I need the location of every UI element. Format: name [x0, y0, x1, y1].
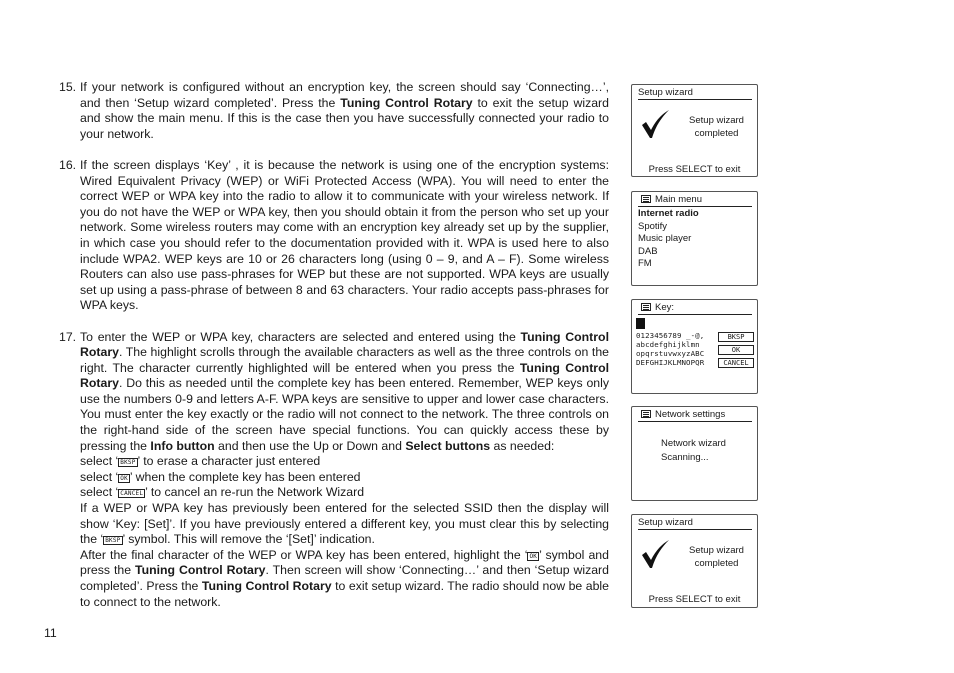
message-line: completed — [694, 557, 739, 569]
screen-setup-wizard-completed — [631, 84, 758, 177]
step-number: 17. — [59, 329, 77, 344]
checkmark-icon — [640, 539, 670, 569]
cursor-highlight — [636, 318, 645, 329]
step-15-text — [80, 80, 609, 142]
cancel-key: CANCEL — [718, 358, 754, 368]
text-run: select ‘ — [80, 454, 119, 469]
bksp-symbol: BKSP — [120, 459, 136, 467]
bold-term: Tuning Control Rotary — [80, 360, 609, 391]
message-line: completed — [694, 127, 739, 139]
bold-term: Select buttons — [405, 438, 491, 453]
text-run: ’ to erase a character just entered — [137, 454, 321, 469]
bold-term: Tuning Control Rotary — [340, 95, 473, 110]
text-run: ’ symbol. This will remove the ‘[Set]’ indication. — [122, 532, 375, 547]
status-line: Scanning... — [661, 452, 709, 463]
text-run: If a WEP or WPA key has previously been entered for the selected SSID then the display will show ‘Key: [Set]’. If you have previously entered a different key, you must clear this by selecting the ‘ — [80, 501, 609, 547]
menu-icon — [641, 410, 651, 418]
screen-header — [638, 409, 752, 422]
scanning-status — [661, 437, 726, 465]
message-line: Setup wizard — [689, 545, 744, 556]
ok-symbol: OK — [120, 474, 128, 482]
menu-item-internet-radio: Internet radio — [638, 208, 699, 219]
menu-item-music-player: Music player — [638, 233, 692, 244]
select-bksp-line — [80, 454, 609, 470]
menu-list — [638, 208, 699, 271]
screen-setup-wizard-completed-2 — [631, 514, 758, 608]
text-run: and then use the Up or Down and — [214, 438, 406, 453]
text-run: ’ to cancel an re-run the Network Wizard — [145, 485, 365, 500]
checkmark-icon — [640, 109, 670, 139]
step-16-text: If the screen displays ‘Key’ , it is because the network is using one of the encryption systems: Wired Equivalent Privacy (WEP) or WiFi Protected Access (WPA). You will need to enter the correct WEP or WPA key into the radio to allow it to communicate with your wireless network. If you do not have the WEP or WPA key, then you should obtain it from the person who set up your network. Some wireless routers may come with an encryption key already set up by the supplier, in which case you should refer to the documentation provided with it. WPA is used here to also include WPA2. WEP keys are 10 or 26 characters long (using 0 – 9, and A – F). Some wireless Routers can also use pass-phrases for WEP but these are not supported. WPA keys are usually set up using a pass-phrase of between 8 and 63 characters. Your radio accepts pass-phrases for WPA keys. — [80, 157, 609, 313]
screen-title: Main menu — [655, 194, 702, 205]
text-run: select ‘ — [80, 469, 119, 484]
text-run: . The highlight scrolls through the available characters as well as the three controls on the right. The character currently highlighted will be entered when you press the — [80, 345, 609, 375]
menu-item-spotify: Spotify — [638, 220, 668, 232]
bold-term: Tuning Control Rotary — [80, 329, 609, 360]
menu-item-fm: FM — [638, 258, 652, 269]
status-line: Network wizard — [661, 438, 726, 449]
text-run: to exit the setup wizard and show the main menu. If this is the case then you have successfully connected your radio to your network. — [80, 95, 609, 141]
screen-title: Network settings — [655, 409, 726, 420]
step-number: 15. — [59, 80, 77, 94]
text-run: . Do this as needed until the complete key has been entered. Remember, WEP keys only use the numbers 0-9 and letters A-F. WPA keys are sensitive to upper and lower case characters. You must enter the key exactly or the radio will not connect to the network. The three controls on the right-hand side of the screen have special functions. You can quickly access these by pressing the — [80, 376, 609, 453]
text-run: ’ symbol and press the — [80, 547, 609, 578]
step-17-text — [80, 330, 609, 455]
bold-term: Info button — [150, 438, 215, 453]
bold-term: Tuning Control Rotary — [134, 563, 266, 578]
page-number: 11 — [44, 626, 57, 640]
screen-title: Setup wizard — [638, 517, 752, 530]
screen-header — [638, 194, 752, 207]
text-run: ’ when the complete key has been entered — [129, 469, 361, 484]
text-run: If your network is configured without an encryption key, the screen should say ‘Connecting…’, and then ‘Setup wizard completed’. Press the — [80, 80, 609, 110]
menu-icon — [641, 195, 651, 203]
step-number: 16. — [59, 157, 77, 172]
screen-header — [638, 302, 752, 315]
key-set-paragraph — [80, 501, 609, 548]
select-cancel-line — [80, 485, 609, 501]
step-17 — [59, 330, 609, 611]
bksp-symbol: BKSP — [105, 537, 121, 545]
screen-main-menu — [631, 191, 758, 286]
text-run: After the final character of the WEP or WPA key has been entered, highlight the ‘ — [80, 547, 528, 562]
message-line: Setup wizard — [689, 115, 744, 126]
completion-message — [684, 545, 749, 570]
screen-title: Key: — [655, 302, 675, 313]
text-run: . Then screen will show ‘Connecting…’ and then ‘Setup wizard completed’. Press the — [80, 563, 609, 593]
screen-title: Setup wizard — [638, 87, 752, 100]
manual-text — [59, 80, 609, 610]
completion-message — [684, 115, 749, 140]
text-run: select ‘ — [80, 485, 119, 500]
bold-term: Tuning Control Rotary — [201, 579, 332, 593]
menu-item-dab: DAB — [638, 245, 658, 257]
text-run: to exit setup wizard. The radio should now be able to connect to the network. — [80, 579, 609, 609]
select-ok-line — [80, 470, 609, 486]
char-row: DEFGHIJKLMNOPQR — [636, 358, 705, 367]
ok-symbol: OK — [529, 552, 538, 560]
text-run: as needed: — [490, 438, 555, 453]
step-15 — [59, 80, 609, 142]
char-row: 0123456789 _-@, — [636, 331, 705, 340]
screen-key-entry — [631, 299, 758, 394]
cancel-symbol: CANCEL — [120, 490, 144, 498]
char-row: abcdefghijklmn — [636, 340, 700, 349]
ok-key: OK — [718, 345, 754, 355]
exit-hint: Press SELECT to exit — [648, 164, 741, 175]
menu-icon — [641, 303, 651, 311]
bksp-key: BKSP — [718, 332, 754, 342]
char-row: opqrstuvwxyzABC — [636, 349, 705, 358]
final-character-paragraph — [80, 548, 609, 610]
exit-hint: Press SELECT to exit — [648, 594, 741, 605]
screen-network-settings — [631, 406, 758, 501]
step-16 — [59, 158, 609, 314]
text-run: To enter the WEP or WPA key, characters are selected and entered using the — [80, 329, 521, 344]
